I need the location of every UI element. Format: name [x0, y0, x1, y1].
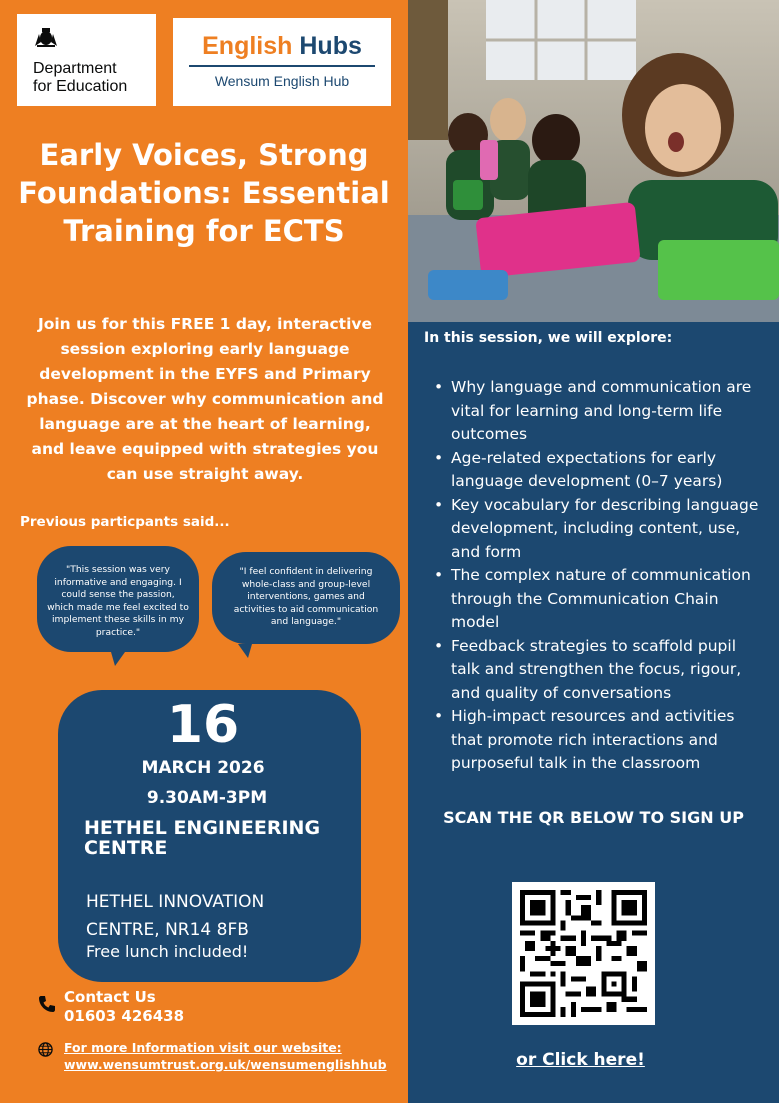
event-address: [86, 888, 326, 944]
website-link[interactable]: www.wensumtrust.org.uk/wensumenglishhub: [64, 1057, 387, 1072]
english-hubs-logo: [173, 18, 391, 106]
bubble-tail: [238, 644, 252, 658]
contact-phone[interactable]: 01603 426438: [64, 1007, 185, 1025]
dfe-line1: Department: [33, 60, 117, 77]
explore-item: • The complex nature of communication through the Communication Chain model: [434, 564, 766, 635]
bubble-tail: [111, 652, 125, 666]
explore-item: • Why language and communication are vital for learning and long-term life outcomes: [434, 376, 766, 447]
dfe-line2: for Education: [33, 78, 128, 95]
explore-item: • Age-related expectations for early language development (0–7 years): [434, 447, 766, 494]
event-lunch-note: Free lunch included!: [86, 942, 249, 961]
dfe-name: [33, 60, 127, 96]
explore-item: • Feedback strategies to scaffold pupil talk and strengthen the focus, rigour, and quality of conversations: [434, 635, 766, 706]
hubs-title: [173, 32, 391, 60]
website-label[interactable]: For more Information visit our website:: [64, 1040, 342, 1055]
testimonial-bubble-2: [212, 552, 400, 644]
dfe-logo: [17, 14, 156, 106]
event-day: 16: [166, 695, 240, 755]
scan-qr-label: SCAN THE QR BELOW TO SIGN UP: [443, 808, 744, 827]
hubs-word-hubs: Hubs: [299, 32, 362, 60]
testimonials-label: Previous particpants said...: [20, 514, 230, 530]
event-details: [58, 690, 361, 982]
testimonial-quote-2: "I feel confident in delivering whole-class and group-level interventions, games and activities to aid communication and language.": [233, 566, 379, 627]
explore-heading: In this session, we will explore:: [424, 330, 673, 346]
explore-list: [434, 376, 766, 776]
event-time: 9.30AM-3PM: [146, 788, 268, 808]
hubs-word-english: English: [202, 32, 293, 60]
explore-item: • High-impact resources and activities that promote rich interactions and purposeful talk in the classroom: [434, 705, 766, 776]
royal-crest-icon: [33, 26, 59, 48]
intro-text: Join us for this FREE 1 day, interactive session exploring early language development in the EYFS and Primary phase. Discover why communication and language are at the heart of learning, and leave equipped with strategies you can use straight away.: [26, 315, 384, 483]
address-line-1: HETHEL INNOVATION: [86, 892, 265, 912]
hubs-divider: [189, 65, 375, 67]
qr-code-pattern: [520, 890, 647, 1017]
phone-icon: [37, 994, 57, 1014]
explore-item: • Key vocabulary for describing language development, including content, use, and form: [434, 494, 766, 565]
testimonial-quote-1: "This session was very informative and engaging. I could sense the passion, which made me feel excited to implement these skills in my practice.": [47, 564, 189, 638]
testimonial-bubble-1: [37, 546, 199, 652]
qr-code[interactable]: [512, 882, 655, 1025]
event-month: MARCH 2026: [141, 758, 265, 778]
classroom-photo: [408, 0, 779, 322]
address-line-2: CENTRE, NR14 8FB: [86, 920, 249, 940]
event-venue: HETHEL ENGINEERING CENTRE: [84, 817, 321, 859]
hubs-subtitle: Wensum English Hub: [214, 73, 350, 89]
page-title: Early Voices, Strong Foundations: Essential Training for ECTS: [18, 138, 390, 248]
click-here-link[interactable]: or Click here!: [516, 1050, 645, 1070]
globe-icon: [38, 1042, 53, 1057]
contact-label: Contact Us: [64, 988, 156, 1006]
